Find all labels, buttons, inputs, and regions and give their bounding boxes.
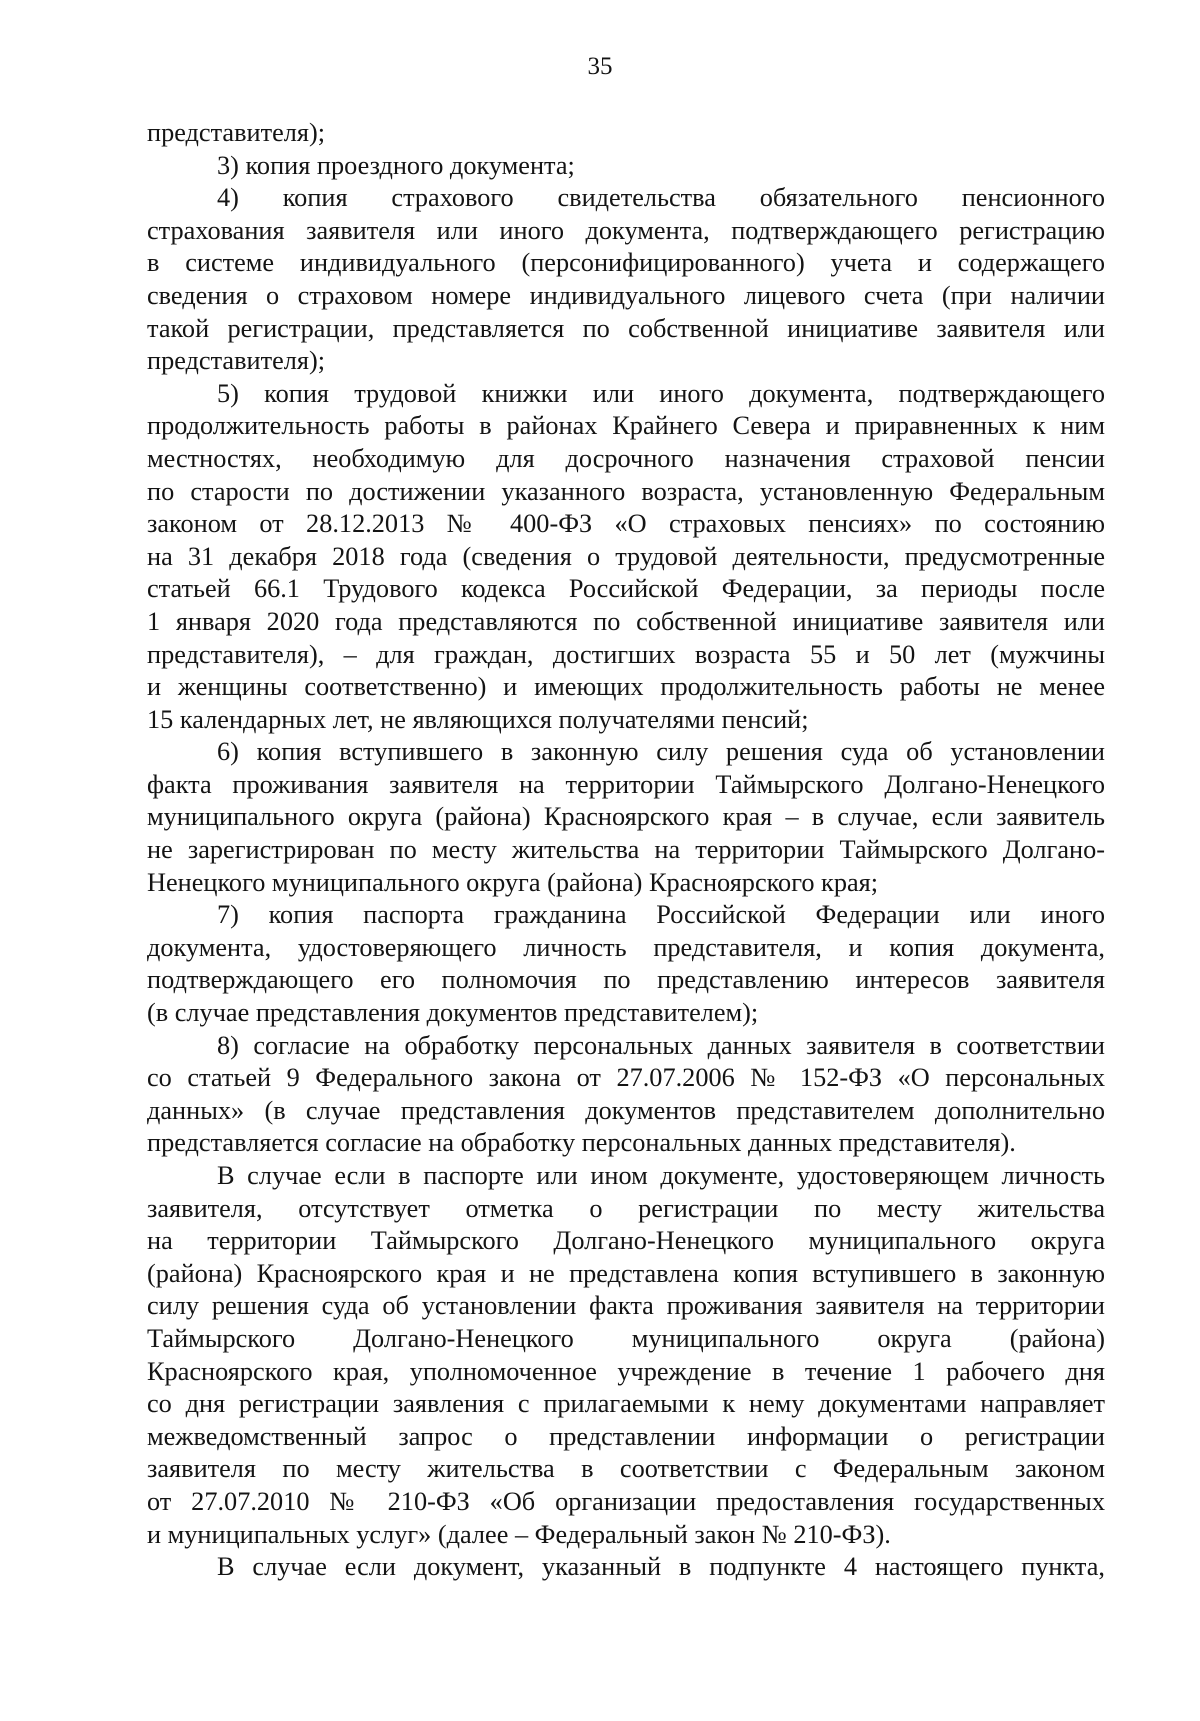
text-line: 5) копия трудовой книжки или иного документа, подтверждающего [217,378,1105,408]
text-line: представителя); [147,118,326,147]
text-line: статьей 66.1 Трудового кодекса Российской Федерации, за периоды после [147,574,1105,604]
text-line: такой регистрации, представляется по собственной инициативе заявителя или [147,313,1105,343]
text-line: факта проживания заявителя на территории Таймырского Долгано-Ненецкого [147,769,1105,799]
text-line: подтверждающего его полномочия по представлению интересов заявителя [147,965,1105,995]
text-line: межведомственный запрос о представлении информации о регистрации [147,1421,1105,1451]
text-line: представителя), – для граждан, достигших возраста 55 и 50 лет (мужчины [147,639,1105,669]
text-line: не зарегистрирован по месту жительства на территории Таймырского Долгано- [147,835,1105,865]
text-line: (района) Красноярского края и не представлена копия вступившего в законную [147,1258,1105,1288]
text-line: местностях, необходимую для досрочного назначения страховой пенсии [147,443,1105,473]
text-line: страхования заявителя или иного документа, подтверждающего регистрацию [147,215,1105,245]
text-line: Таймырского Долгано-Ненецкого муниципального округа (района) [147,1323,1105,1353]
text-line: и муниципальных услуг» (далее – Федеральный закон № 210-ФЗ). [147,1519,891,1549]
text-line: документа, удостоверяющего личность представителя, и копия документа, [147,932,1105,962]
text-line: 7) копия паспорта гражданина Российской Федерации или иного [217,900,1105,930]
text-line: силу решения суда об установлении факта проживания заявителя на территории [147,1291,1105,1321]
text-line: 15 календарных лет, не являющихся получателями пенсий; [147,704,809,734]
document-body [147,117,1105,1584]
text-line: сведения о страховом номере индивидуального лицевого счета (при наличии [147,280,1105,310]
text-line: 1 января 2020 года представляются по собственной инициативе заявителя или [147,606,1105,636]
text-line: и женщины соответственно) и имеющих продолжительность работы не менее [147,672,1105,702]
text-line: заявителя, отсутствует отметка о регистрации по месту жительства [147,1193,1105,1223]
text-line: представляется согласие на обработку персональных данных представителя). [147,1128,1016,1158]
text-line: муниципального округа (района) Красноярского края – в случае, если заявитель [147,802,1105,832]
text-line: со дня регистрации заявления с прилагаемыми к нему документами направляет [147,1389,1105,1419]
text-line: законом от 28.12.2013 № 400-ФЗ «О страховых пенсиях» по состоянию [147,509,1105,539]
text-line: данных» (в случае представления документов представителем дополнительно [147,1095,1105,1125]
text-line: на территории Таймырского Долгано-Ненецкого муниципального округа [147,1226,1105,1256]
text-line: 3) копия проездного документа; [217,150,575,180]
text-line: Ненецкого муниципального округа (района) Красноярского края; [147,867,879,897]
page-number: 35 [587,53,613,80]
text-line: от 27.07.2010 № 210-ФЗ «Об организации предоставления государственных [147,1486,1105,1516]
text-line: продолжительность работы в районах Крайнего Севера и приравненных к ним [147,411,1105,441]
text-line: представителя); [147,346,326,376]
text-line: В случае если документ, указанный в подпункте 4 настоящего пункта, [217,1552,1105,1582]
text-line: со статьей 9 Федерального закона от 27.07.2006 № 152-ФЗ «О персональных [147,1063,1105,1093]
text-line: на 31 декабря 2018 года (сведения о трудовой деятельности, предусмотренные [147,541,1105,571]
text-line: в системе индивидуального (персонифицированного) учета и содержащего [147,248,1105,278]
text-line: по старости по достижении указанного возраста, установленную Федеральным [147,476,1105,506]
text-line: В случае если в паспорте или ином документе, удостоверяющем личность [217,1161,1105,1190]
text-line: 8) согласие на обработку персональных данных заявителя в соответствии [217,1030,1105,1060]
text-line: Красноярского края, уполномоченное учреждение в течение 1 рабочего дня [147,1356,1105,1386]
text-line: 4) копия страхового свидетельства обязательного пенсионного [217,183,1105,213]
text-line: (в случае представления документов представителем); [147,998,759,1028]
text-line: 6) копия вступившего в законную силу решения суда об установлении [217,737,1105,767]
text-line: заявителя по месту жительства в соответствии с Федеральным законом [147,1454,1105,1484]
